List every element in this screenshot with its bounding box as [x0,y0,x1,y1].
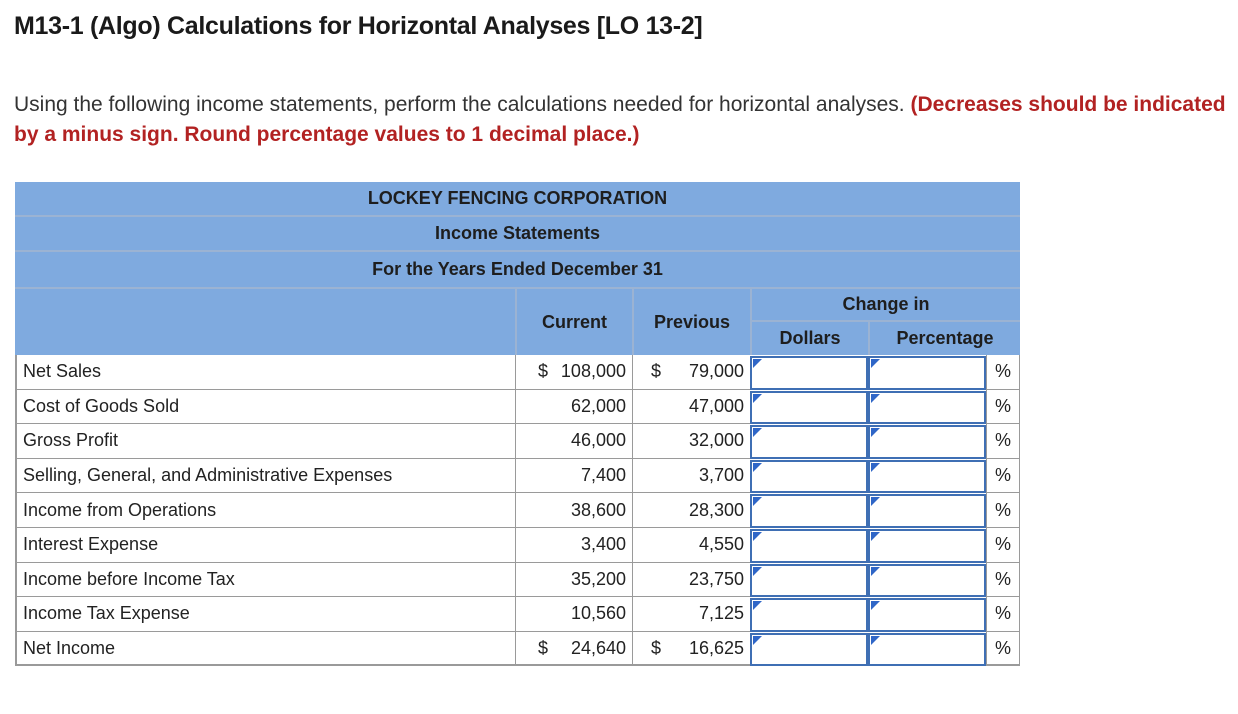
percent-sign: % [986,459,1020,494]
statement-title: Income Statements [15,217,1020,252]
percent-sign: % [986,528,1020,563]
row-label: Income from Operations [15,493,515,528]
dropdown-indicator-icon [871,394,880,403]
currency-symbol: $ [651,637,662,658]
previous-value [632,632,750,667]
dropdown-indicator-icon [753,532,762,541]
percent-sign: % [986,424,1020,459]
header-label-blank [15,287,515,355]
percent-sign: % [986,390,1020,425]
dropdown-indicator-icon [753,497,762,506]
dollars-change-input[interactable] [750,391,868,425]
previous-amount: 7,125 [698,603,744,624]
previous-value [632,459,750,494]
percent-sign: % [986,597,1020,632]
dropdown-indicator-icon [871,636,880,645]
dollars-change-input[interactable] [750,564,868,598]
previous-amount: 16,625 [688,637,744,658]
previous-value [632,424,750,459]
instructions [14,90,1229,150]
previous-amount: 47,000 [688,395,744,416]
col-percentage: Percentage [868,322,1020,355]
current-value [515,597,632,632]
dropdown-indicator-icon [871,428,880,437]
current-amount: 7,400 [580,465,626,486]
dollars-change-input[interactable] [750,460,868,494]
dollars-change-input[interactable] [750,425,868,459]
dropdown-indicator-icon [753,428,762,437]
current-amount: 10,560 [570,603,626,624]
percentage-change-input[interactable] [868,598,986,632]
dropdown-indicator-icon [753,394,762,403]
current-value [515,493,632,528]
previous-value [632,528,750,563]
previous-value [632,390,750,425]
currency-symbol: $ [538,637,549,658]
current-amount: 35,200 [570,568,626,589]
current-amount: 3,400 [580,534,626,555]
current-amount: 38,600 [570,499,626,520]
currency-symbol: $ [651,361,662,382]
currency-symbol: $ [538,361,549,382]
dollars-change-input[interactable] [750,529,868,563]
dropdown-indicator-icon [871,359,880,368]
instructions-note: (Decreases should be indicated by a minus sign. Round percentage values to 1 decimal place.) [14,93,1226,146]
dropdown-indicator-icon [871,497,880,506]
dropdown-indicator-icon [871,567,880,576]
row-label: Income Tax Expense [15,597,515,632]
previous-amount: 4,550 [698,534,744,555]
current-amount: 108,000 [560,361,626,382]
percentage-change-input[interactable] [868,633,986,667]
dropdown-indicator-icon [753,636,762,645]
percent-sign: % [986,563,1020,598]
row-label: Net Income [15,632,515,667]
previous-value [632,493,750,528]
current-value [515,632,632,667]
page-title: M13-1 (Algo) Calculations for Horizontal Analyses [LO 13-2] [14,12,703,40]
col-previous: Previous [632,287,750,355]
previous-value [632,355,750,390]
current-value [515,390,632,425]
current-amount: 62,000 [570,395,626,416]
dollars-change-input[interactable] [750,356,868,390]
previous-amount: 79,000 [688,361,744,382]
percentage-change-input[interactable] [868,564,986,598]
previous-amount: 32,000 [688,430,744,451]
percentage-change-input[interactable] [868,494,986,528]
previous-value [632,563,750,598]
previous-value [632,597,750,632]
dropdown-indicator-icon [753,567,762,576]
row-label: Cost of Goods Sold [15,390,515,425]
percentage-change-input[interactable] [868,391,986,425]
row-label: Gross Profit [15,424,515,459]
percent-sign: % [986,355,1020,390]
col-dollars: Dollars [750,322,868,355]
dollars-change-input[interactable] [750,633,868,667]
current-amount: 24,640 [570,637,626,658]
dropdown-indicator-icon [871,532,880,541]
percentage-change-input[interactable] [868,460,986,494]
previous-amount: 28,300 [688,499,744,520]
row-label: Selling, General, and Administrative Expenses [15,459,515,494]
dropdown-indicator-icon [871,601,880,610]
dollars-change-input[interactable] [750,598,868,632]
percent-sign: % [986,493,1020,528]
current-value [515,459,632,494]
dropdown-indicator-icon [753,463,762,472]
previous-amount: 23,750 [688,568,744,589]
percentage-change-input[interactable] [868,425,986,459]
current-value [515,563,632,598]
company-name: LOCKEY FENCING CORPORATION [15,182,1020,217]
dropdown-indicator-icon [871,463,880,472]
row-label: Interest Expense [15,528,515,563]
col-current: Current [515,287,632,355]
current-amount: 46,000 [570,430,626,451]
income-statement-table [15,182,1020,667]
percent-sign: % [986,632,1020,667]
previous-amount: 3,700 [698,465,744,486]
current-value [515,424,632,459]
col-change-in: Change in [750,287,1020,322]
dollars-change-input[interactable] [750,494,868,528]
percentage-change-input[interactable] [868,529,986,563]
row-label: Net Sales [15,355,515,390]
current-value [515,528,632,563]
current-value [515,355,632,390]
percentage-change-input[interactable] [868,356,986,390]
dropdown-indicator-icon [753,601,762,610]
instructions-text: Using the following income statements, perform the calculations needed for horizontal analyses. [14,93,911,116]
row-label: Income before Income Tax [15,563,515,598]
statement-period: For the Years Ended December 31 [15,252,1020,287]
dropdown-indicator-icon [753,359,762,368]
